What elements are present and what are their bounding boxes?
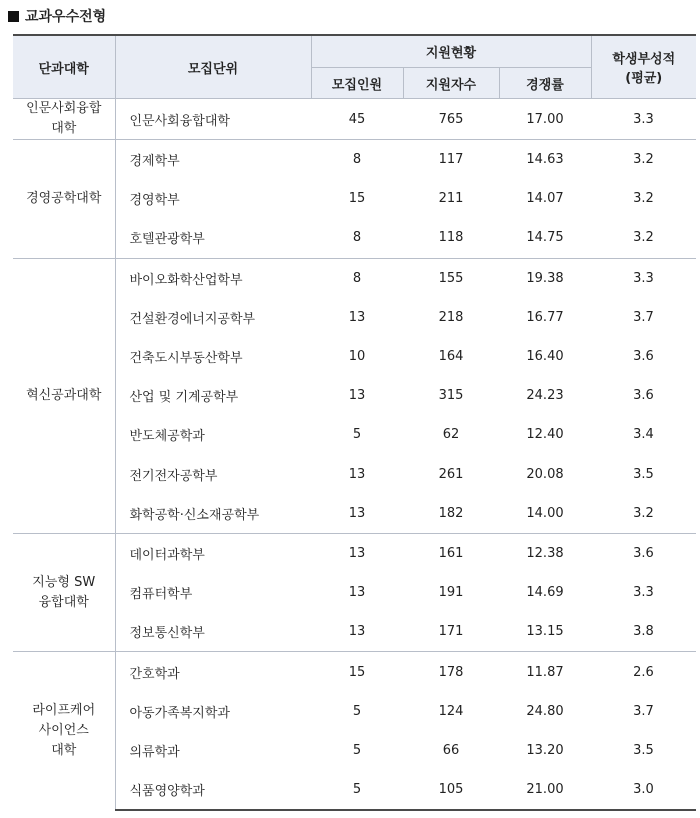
ratio-cell: 14.75: [526, 230, 564, 246]
college-cell: [13, 533, 115, 652]
ratio-cell: 16.40: [526, 349, 564, 365]
unit-cell: 산업 및 기계공학부: [129, 390, 239, 406]
ratio-cell: 16.77: [526, 309, 564, 325]
college-cell: [13, 99, 115, 140]
recruit-cell: 13: [348, 585, 366, 601]
college-cell: [13, 652, 115, 810]
ratio-cell: 13.15: [526, 624, 564, 640]
grade-cell: 3.6: [633, 349, 654, 365]
grade-cell: 3.7: [633, 703, 654, 719]
unit-cell: 바이오화학산업학부: [115, 258, 311, 298]
grade-cell: 3.2: [633, 230, 654, 246]
applicants-cell: 171: [438, 624, 464, 640]
header-status: 지원현황: [311, 35, 591, 68]
table-row: [13, 612, 696, 652]
table-row: [13, 140, 696, 180]
grade-cell: 3.0: [591, 770, 696, 810]
unit-cell: 정보통신학부: [129, 626, 205, 642]
college-name-line: 사이언스: [38, 723, 89, 739]
header-college: 단과대학: [13, 35, 115, 99]
table-row: [13, 533, 696, 573]
table-row: [13, 99, 696, 140]
unit-cell: 화학공학·신소재공학부: [129, 507, 260, 523]
section-title: [8, 6, 106, 26]
grade-cell: 3.3: [591, 99, 696, 140]
college-name-line: 지능형 SW: [32, 574, 96, 590]
unit-cell: 호텔관광학부: [129, 232, 205, 248]
grade-cell: 3.7: [633, 309, 654, 325]
ratio-cell: 14.07: [526, 191, 564, 207]
recruit-cell: 15: [348, 191, 366, 207]
recruit-cell: 13: [311, 533, 403, 573]
recruit-cell: 5: [352, 427, 362, 443]
unit-cell: 경영학부: [129, 193, 180, 209]
recruit-cell: 8: [311, 258, 403, 298]
ratio-cell: 21.00: [499, 770, 591, 810]
applicants-cell: 62: [442, 427, 460, 443]
college-name-line: 경영공학대학: [26, 190, 102, 206]
applicants-cell: 164: [438, 349, 464, 365]
unit-cell: 전기전자공학부: [129, 468, 218, 484]
ratio-cell: 17.00: [499, 99, 591, 140]
ratio-cell: 11.87: [499, 652, 591, 692]
grade-cell: 3.6: [591, 533, 696, 573]
unit-cell: 데이터과학부: [115, 533, 311, 573]
recruit-cell: 13: [348, 309, 366, 325]
applicants-cell: 178: [403, 652, 499, 692]
applicants-cell: 155: [403, 258, 499, 298]
header-grade-line2: (평균): [625, 71, 663, 86]
applicants-cell: 117: [403, 140, 499, 180]
grade-cell: 3.5: [633, 742, 654, 758]
square-bullet-icon: [8, 11, 19, 22]
recruit-cell: 13: [348, 505, 366, 521]
table-row: [13, 258, 696, 298]
table-row: [13, 652, 696, 692]
college-name-line: 대학: [51, 121, 77, 136]
ratio-cell: 20.08: [526, 466, 564, 482]
table-row: [13, 298, 696, 337]
unit-cell: 간호학과: [115, 652, 311, 692]
recruit-cell: 10: [348, 349, 366, 365]
applicants-cell: 765: [403, 99, 499, 140]
table-row: [13, 415, 696, 454]
recruit-cell: 8: [352, 230, 362, 246]
header-recruit: 모집인원: [311, 68, 403, 99]
applicants-cell: 315: [438, 388, 464, 404]
college-name-line: 인문사회융합: [26, 101, 102, 116]
ratio-cell: 14.63: [499, 140, 591, 180]
applicants-cell: 191: [438, 585, 464, 601]
applicants-cell: 66: [442, 742, 460, 758]
grade-cell: 3.2: [633, 505, 654, 521]
ratio-cell: 14.00: [526, 505, 564, 521]
grade-cell: 2.6: [591, 652, 696, 692]
grade-cell: 3.3: [633, 585, 654, 601]
unit-cell: 아동가족복지학과: [129, 705, 230, 721]
unit-cell: 건축도시부동산학부: [129, 351, 243, 367]
recruit-cell: 5: [352, 703, 362, 719]
recruit-cell: 13: [348, 388, 366, 404]
table-row: [13, 376, 696, 415]
grade-cell: 3.4: [633, 427, 654, 443]
header-grade-line1: 학생부성적: [612, 52, 676, 67]
recruit-cell: 13: [348, 624, 366, 640]
recruit-cell: 5: [352, 742, 362, 758]
admissions-table: [13, 34, 696, 811]
grade-cell: 3.5: [633, 466, 654, 482]
unit-cell: 반도체공학과: [129, 429, 205, 445]
recruit-cell: 15: [311, 652, 403, 692]
recruit-cell: 13: [348, 466, 366, 482]
ratio-cell: 24.23: [526, 388, 564, 404]
unit-cell: 건설환경에너지공학부: [129, 311, 256, 327]
grade-cell: 3.2: [633, 191, 654, 207]
college-name-line: 혁신공과대학: [26, 387, 102, 403]
table-row: [13, 731, 696, 770]
section-title-text: 교과우수전형: [25, 9, 107, 25]
table-row: [13, 494, 696, 534]
unit-cell: 인문사회융합대학: [115, 99, 311, 140]
college-cell: [13, 140, 115, 259]
recruit-cell: 8: [311, 140, 403, 180]
college-name-line: 융합대학: [38, 594, 89, 610]
recruit-cell: 45: [311, 99, 403, 140]
table-row: [13, 179, 696, 218]
unit-cell: 식품영양학과: [115, 770, 311, 810]
recruit-cell: 5: [311, 770, 403, 810]
applicants-cell: 161: [403, 533, 499, 573]
table-row: [13, 337, 696, 376]
unit-cell: 의류학과: [129, 744, 180, 760]
ratio-cell: 12.40: [526, 427, 564, 443]
grade-cell: 3.3: [591, 258, 696, 298]
applicants-cell: 182: [438, 505, 464, 521]
college-name-line: 대학: [51, 743, 77, 759]
ratio-cell: 12.38: [499, 533, 591, 573]
ratio-cell: 13.20: [526, 742, 564, 758]
header-ratio: 경쟁률: [499, 68, 591, 99]
table-row: [13, 770, 696, 810]
ratio-cell: 14.69: [526, 585, 564, 601]
table-body: [13, 99, 696, 811]
table-row: [13, 573, 696, 612]
grade-cell: 3.2: [591, 140, 696, 180]
unit-cell: 경제학부: [115, 140, 311, 180]
applicants-cell: 261: [438, 466, 464, 482]
unit-cell: 컴퓨터학부: [129, 587, 193, 603]
ratio-cell: 24.80: [526, 703, 564, 719]
table-row: [13, 218, 696, 258]
ratio-cell: 19.38: [499, 258, 591, 298]
header-unit: 모집단위: [115, 35, 311, 99]
table-row: [13, 692, 696, 731]
grade-cell: 3.6: [633, 388, 654, 404]
applicants-cell: 218: [438, 309, 464, 325]
header-applicants: 지원자수: [403, 68, 499, 99]
applicants-cell: 211: [438, 191, 464, 207]
applicants-cell: 105: [403, 770, 499, 810]
college-name-line: 라이프케어: [32, 703, 96, 719]
table-row: [13, 455, 696, 494]
header-grade: [591, 35, 696, 99]
grade-cell: 3.8: [633, 624, 654, 640]
applicants-cell: 124: [438, 703, 464, 719]
applicants-cell: 118: [438, 230, 464, 246]
college-cell: [13, 258, 115, 533]
